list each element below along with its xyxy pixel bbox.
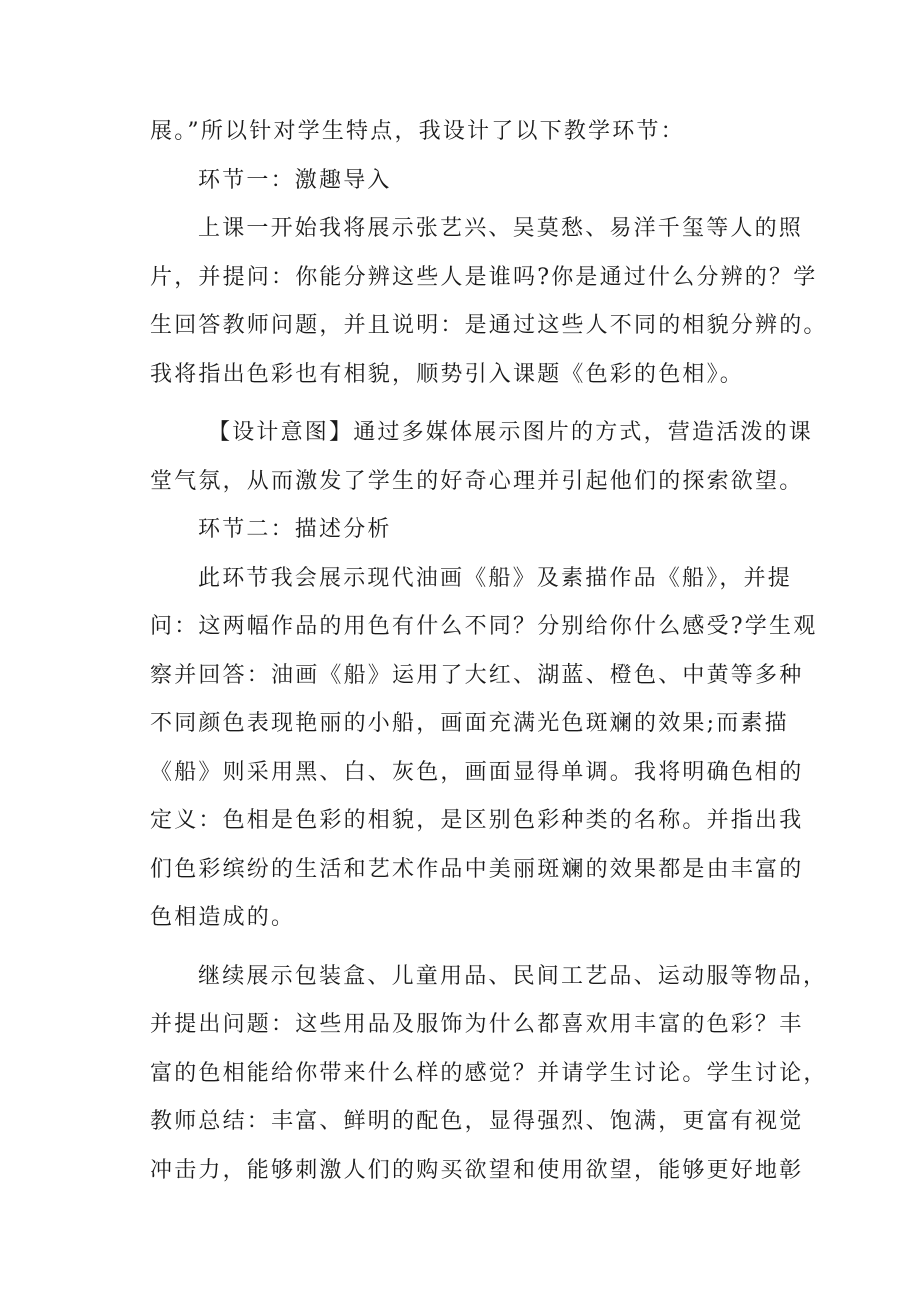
text-line: 堂气氛，从而激发了学生的好奇心理并引起他们的探索欲望。 <box>150 468 804 494</box>
text-line: 不同颜色表现艳丽的小船，画面充满光色斑斓的效果;而素描 <box>150 711 789 736</box>
text-line: 定义：色相是色彩的相貌，是区别色彩种类的名称。并指出我 <box>150 808 804 833</box>
text-line: 色相造成的。 <box>150 905 296 930</box>
text-line: 教师总结：丰富、鲜明的配色，显得强烈、饱满，更富有视觉 <box>150 1109 804 1134</box>
text-line: 并提出问题：这些用品及服饰为什么都喜欢用丰富的色彩？丰 <box>150 1012 804 1037</box>
text-line: 察并回答：油画《船》运用了大红、湖蓝、橙色、中黄等多种 <box>150 662 804 688</box>
document-page <box>150 108 828 1195</box>
section-heading-2: 环节二：描述分析 <box>198 517 392 542</box>
text-line: 《船》则采用黑、白、灰色，画面显得单调。我将明确色相的 <box>150 759 804 785</box>
text-line: 继续展示包装盒、儿童用品、民间工艺品、运动服等物品， <box>198 963 828 989</box>
text-line: 富的色相能给你带来什么样的感觉？并请学生讨论。学生讨论， <box>150 1060 828 1086</box>
text-line: 片，并提问：你能分辨这些人是谁吗?你是通过什么分辨的？学 <box>150 264 818 290</box>
text-line: 生回答教师问题，并且说明：是通过这些人不同的相貌分辨的。 <box>150 313 828 338</box>
text-line: 此环节我会展示现代油画《船》及素描作品《船》，并提 <box>198 565 793 591</box>
text-line: 我将指出色彩也有相貌，顺势引入课题《色彩的色相》。 <box>150 361 745 387</box>
design-intent-line: 【设计意图】通过多媒体展示图片的方式，营造活泼的课 <box>208 420 814 445</box>
paragraph-gap <box>150 399 790 409</box>
text-line: 们色彩缤纷的生活和艺术作品中美丽斑斓的效果都是由丰富的 <box>150 856 804 882</box>
text-line: 问：这两幅作品的用色有什么不同？分别给你什么感受?学生观 <box>150 614 818 639</box>
paragraph-gap <box>150 943 790 953</box>
text-line: 展。”所以针对学生特点，我设计了以下教学环节： <box>150 119 685 144</box>
text-line: 上课一开始我将展示张艺兴、吴莫愁、易洋千玺等人的照 <box>198 216 804 241</box>
section-heading-1: 环节一：激趣导入 <box>198 167 392 193</box>
text-line: 冲击力，能够刺激人们的购买欲望和使用欲望，能够更好地彰 <box>150 1157 804 1183</box>
